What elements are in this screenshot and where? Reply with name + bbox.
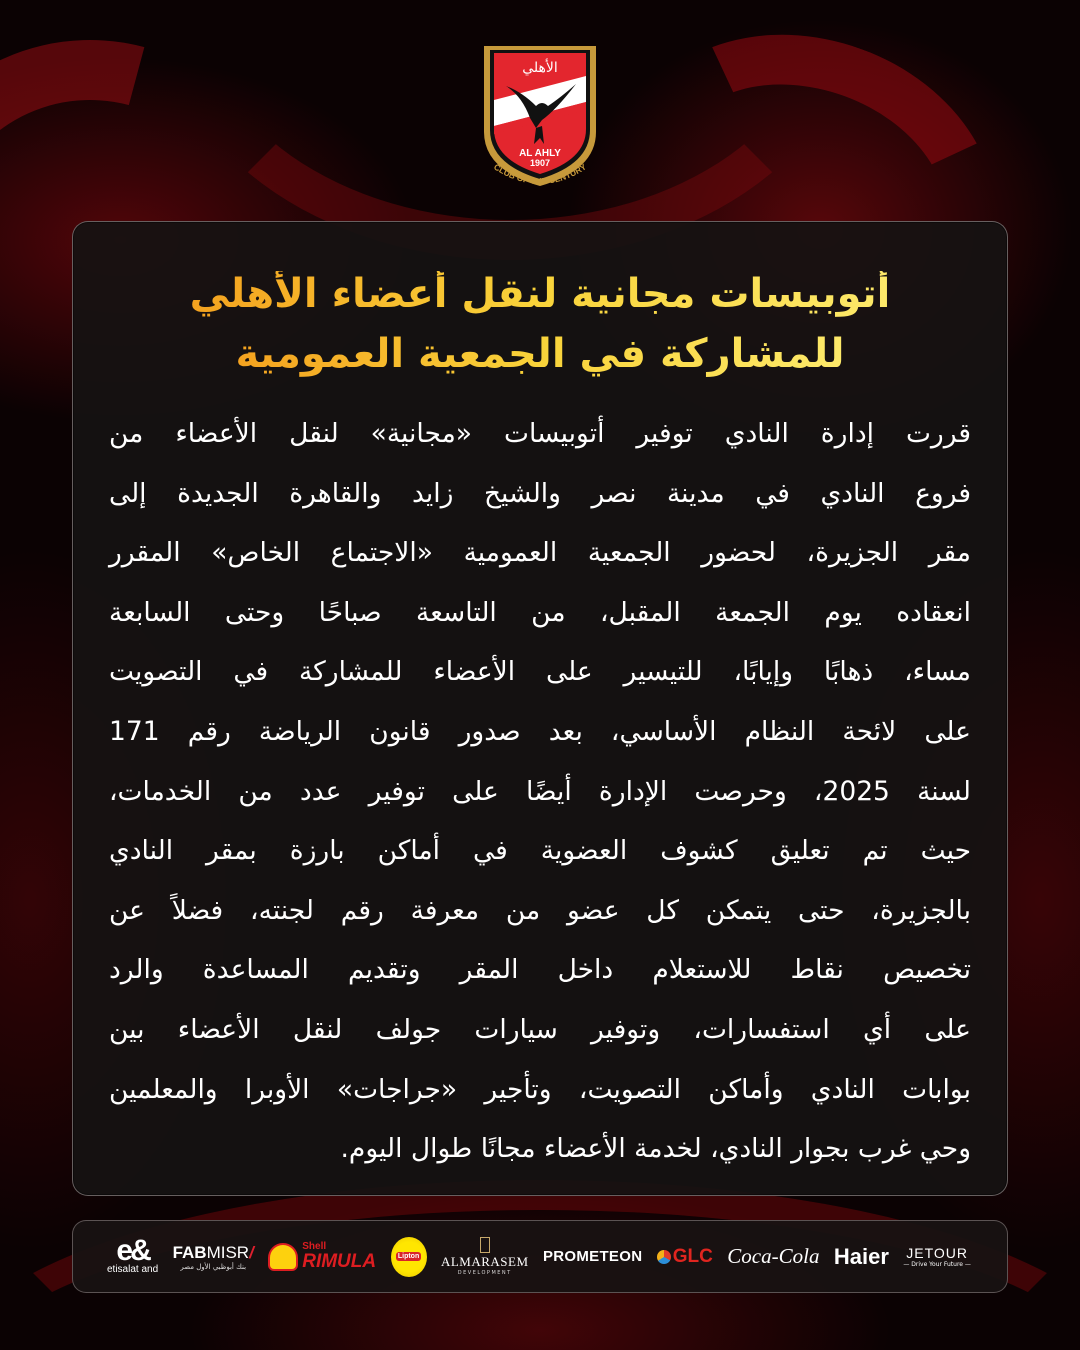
cocacola-label: Coca-Cola [727, 1244, 820, 1268]
lipton-label: Lipton [397, 1253, 420, 1260]
shell-pecten-icon [268, 1243, 298, 1271]
fab-arabic-subtitle: بنك أبوظبي الأول مصر [180, 1262, 247, 1271]
sponsor-cocacola-logo [727, 1244, 819, 1269]
sponsor-jetour-logo [903, 1245, 971, 1268]
body-line: بوابات النادي وأماكن التصويت، وتأجير «جراجات» الأوبرا والمعلمين [109, 1073, 971, 1105]
sponsor-glc-logo [657, 1246, 713, 1268]
prometeon-label: PROMETEON [542, 1248, 643, 1265]
sponsor-almarasem-logo [441, 1237, 529, 1276]
almarasem-subtitle: DEVELOPMENT [457, 1270, 512, 1276]
body-line: على أي استفسارات، وتوفير سيارات جولف لنقل الأعضاء بين [109, 1013, 971, 1045]
crest-arabic-name: الأهلي [522, 60, 558, 76]
body-line: تخصيص نقاط للاستعلام داخل المقر وتقديم المساعدة والرد [109, 954, 971, 986]
sponsor-bar [72, 1220, 1008, 1293]
announcement-card [72, 221, 1008, 1196]
sponsor-prometeon-logo [543, 1248, 642, 1265]
title-line: أتوبيسات مجانية لنقل أعضاء الأهلي [189, 271, 891, 317]
announcement-body [109, 404, 971, 1179]
body-line: انعقاده يوم الجمعة المقبل، من التاسعة صباحًا وحتى السابعة [109, 596, 971, 628]
crest-name: AL AHLY [519, 148, 561, 159]
body-line: قررت إدارة النادي توفير أتوبيسات «مجانية» لنقل الأعضاء من [109, 418, 971, 449]
fab-bold: FAB [172, 1242, 207, 1262]
al-ahly-crest-logo [476, 40, 604, 192]
crest-motto: CLUB OF THE CENTURY [491, 161, 588, 187]
glc-circle-icon [657, 1250, 671, 1264]
rimula-label: RIMULA [302, 1251, 377, 1272]
eand-subtitle: etisalat and [107, 1264, 159, 1275]
haier-label: Haier [833, 1243, 889, 1269]
glc-label: GLC [672, 1245, 713, 1267]
jetour-label: JETOUR [906, 1245, 968, 1261]
jetour-tagline: — Drive Your Future — [903, 1261, 971, 1268]
crest-year: 1907 [529, 158, 551, 168]
body-line: لسنة 2025، وحرصت الإدارة أيضًا على توفير عدد من الخدمات، [109, 775, 972, 807]
announcement-title [73, 264, 1007, 384]
sponsor-eand-logo [107, 1234, 159, 1275]
body-line: فروع النادي في مدينة نصر والشيخ زايد والقاهرة الجديدة إلى [109, 477, 971, 509]
fab-misr: MISR [206, 1242, 250, 1262]
shell-label: Shell [302, 1241, 327, 1252]
almarasem-crest-icon [480, 1237, 490, 1253]
lipton-badge-icon [391, 1237, 427, 1277]
body-line: وحي غرب بجوار النادي، لخدمة الأعضاء مجانًا طوال اليوم. [340, 1133, 971, 1165]
title-line: للمشاركة في الجمعية العمومية [235, 331, 845, 377]
body-line: مساء، ذهابًا وإيابًا، للتيسير على الأعضاء للمشاركة في التصويت [109, 656, 971, 688]
sponsor-fabmisr-logo [173, 1243, 254, 1271]
almarasem-label: ALMARASEM [440, 1254, 529, 1269]
eand-mark: e& [116, 1234, 149, 1267]
sponsor-haier-logo [834, 1244, 889, 1270]
fab-one-icon: / [249, 1242, 254, 1262]
body-line: على لائحة النظام الأساسي، بعد صدور قانون الرياضة رقم 171 [109, 715, 971, 747]
body-line: بالجزيرة، حتى يتمكن كل عضو من معرفة رقم لجنته، فضلاً عن [109, 894, 971, 926]
body-line: مقر الجزيرة، لحضور الجمعية العمومية «الاجتماع الخاص» المقرر [109, 537, 971, 569]
sponsor-shell-rimula-logo [268, 1242, 376, 1271]
sponsor-lipton-logo [391, 1237, 427, 1277]
body-line: حيث تم تعليق كشوف العضوية في أماكن بارزة بمقر النادي [109, 835, 971, 867]
